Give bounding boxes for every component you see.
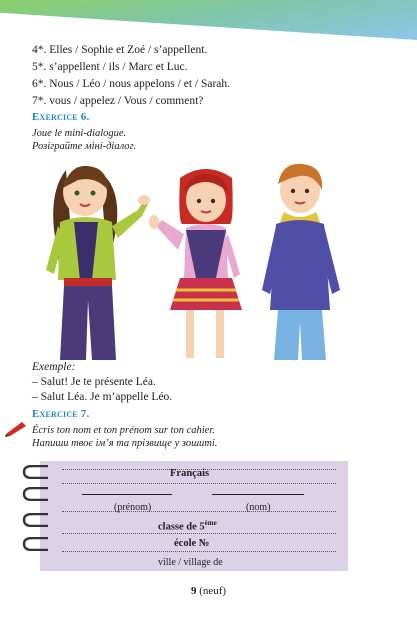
page-number [0, 585, 417, 597]
spiral-ring-icon [22, 537, 50, 551]
example-label: Exemple: [32, 361, 76, 373]
dotted-line [62, 551, 336, 552]
three-kids-illustration [30, 160, 360, 365]
classe-label: classe de 5ème [158, 519, 217, 533]
page-number-word: (neuf) [199, 585, 227, 597]
exercise-7-instructions [32, 424, 217, 450]
sentence-7: 7*. vous / appelez / Vous / comment? [32, 95, 204, 107]
girl-left-figure [46, 166, 150, 360]
dotted-line [62, 483, 336, 484]
sentence-4: 4*. Elles / Sophie et Zoé / s’appellent. [32, 44, 208, 56]
pen-icon [2, 418, 30, 438]
example-line-1: – Salut! Je te présente Léa. [32, 376, 156, 388]
spiral-ring-icon [22, 465, 50, 479]
decorative-header-band [0, 0, 417, 40]
ville-label: ville / village de [158, 557, 223, 568]
spiral-ring-icon [22, 513, 50, 527]
exercise-6-title: Exercice 6. [32, 111, 90, 123]
notebook-subject: Français [170, 468, 210, 479]
prenom-line [82, 494, 172, 495]
exercise-7-instruction-uk: Напиши твоє ім’я та прізвище у зошиті. [32, 438, 218, 449]
example-line-2: – Salut Léa. Je m’appelle Léo. [32, 391, 173, 403]
prenom-label: (prénom) [114, 502, 152, 513]
ecole-label: école № [174, 538, 210, 549]
sentence-5: 5*. s’appellent / ils / Marc et Luc. [32, 61, 188, 73]
sentence-list [32, 42, 230, 110]
spiral-ring-icon [22, 487, 50, 501]
example-dialogue [32, 360, 172, 405]
boy-right-figure [262, 164, 340, 360]
exercise-6-instruction-uk: Розіграйте міні-діалог. [32, 141, 137, 152]
exercise-7-instruction-fr: Écris ton nom et ton prénom sur ton cahier. [32, 425, 215, 436]
exercise-6-instruction-fr: Joue le mini-dialogue. [32, 128, 127, 139]
girl-middle-figure [149, 169, 242, 358]
exercise-7-title: Exercice 7. [32, 408, 90, 420]
dotted-line [62, 533, 336, 534]
notebook-cover-form [40, 461, 348, 571]
page-number-digit: 9 [190, 585, 197, 597]
sentence-6: 6*. Nous / Léo / nous appelons / et / Sarah. [32, 78, 231, 90]
nom-line [212, 494, 304, 495]
dotted-line [62, 511, 336, 512]
nom-label: (nom) [246, 502, 271, 513]
exercise-6-instructions [32, 127, 136, 153]
